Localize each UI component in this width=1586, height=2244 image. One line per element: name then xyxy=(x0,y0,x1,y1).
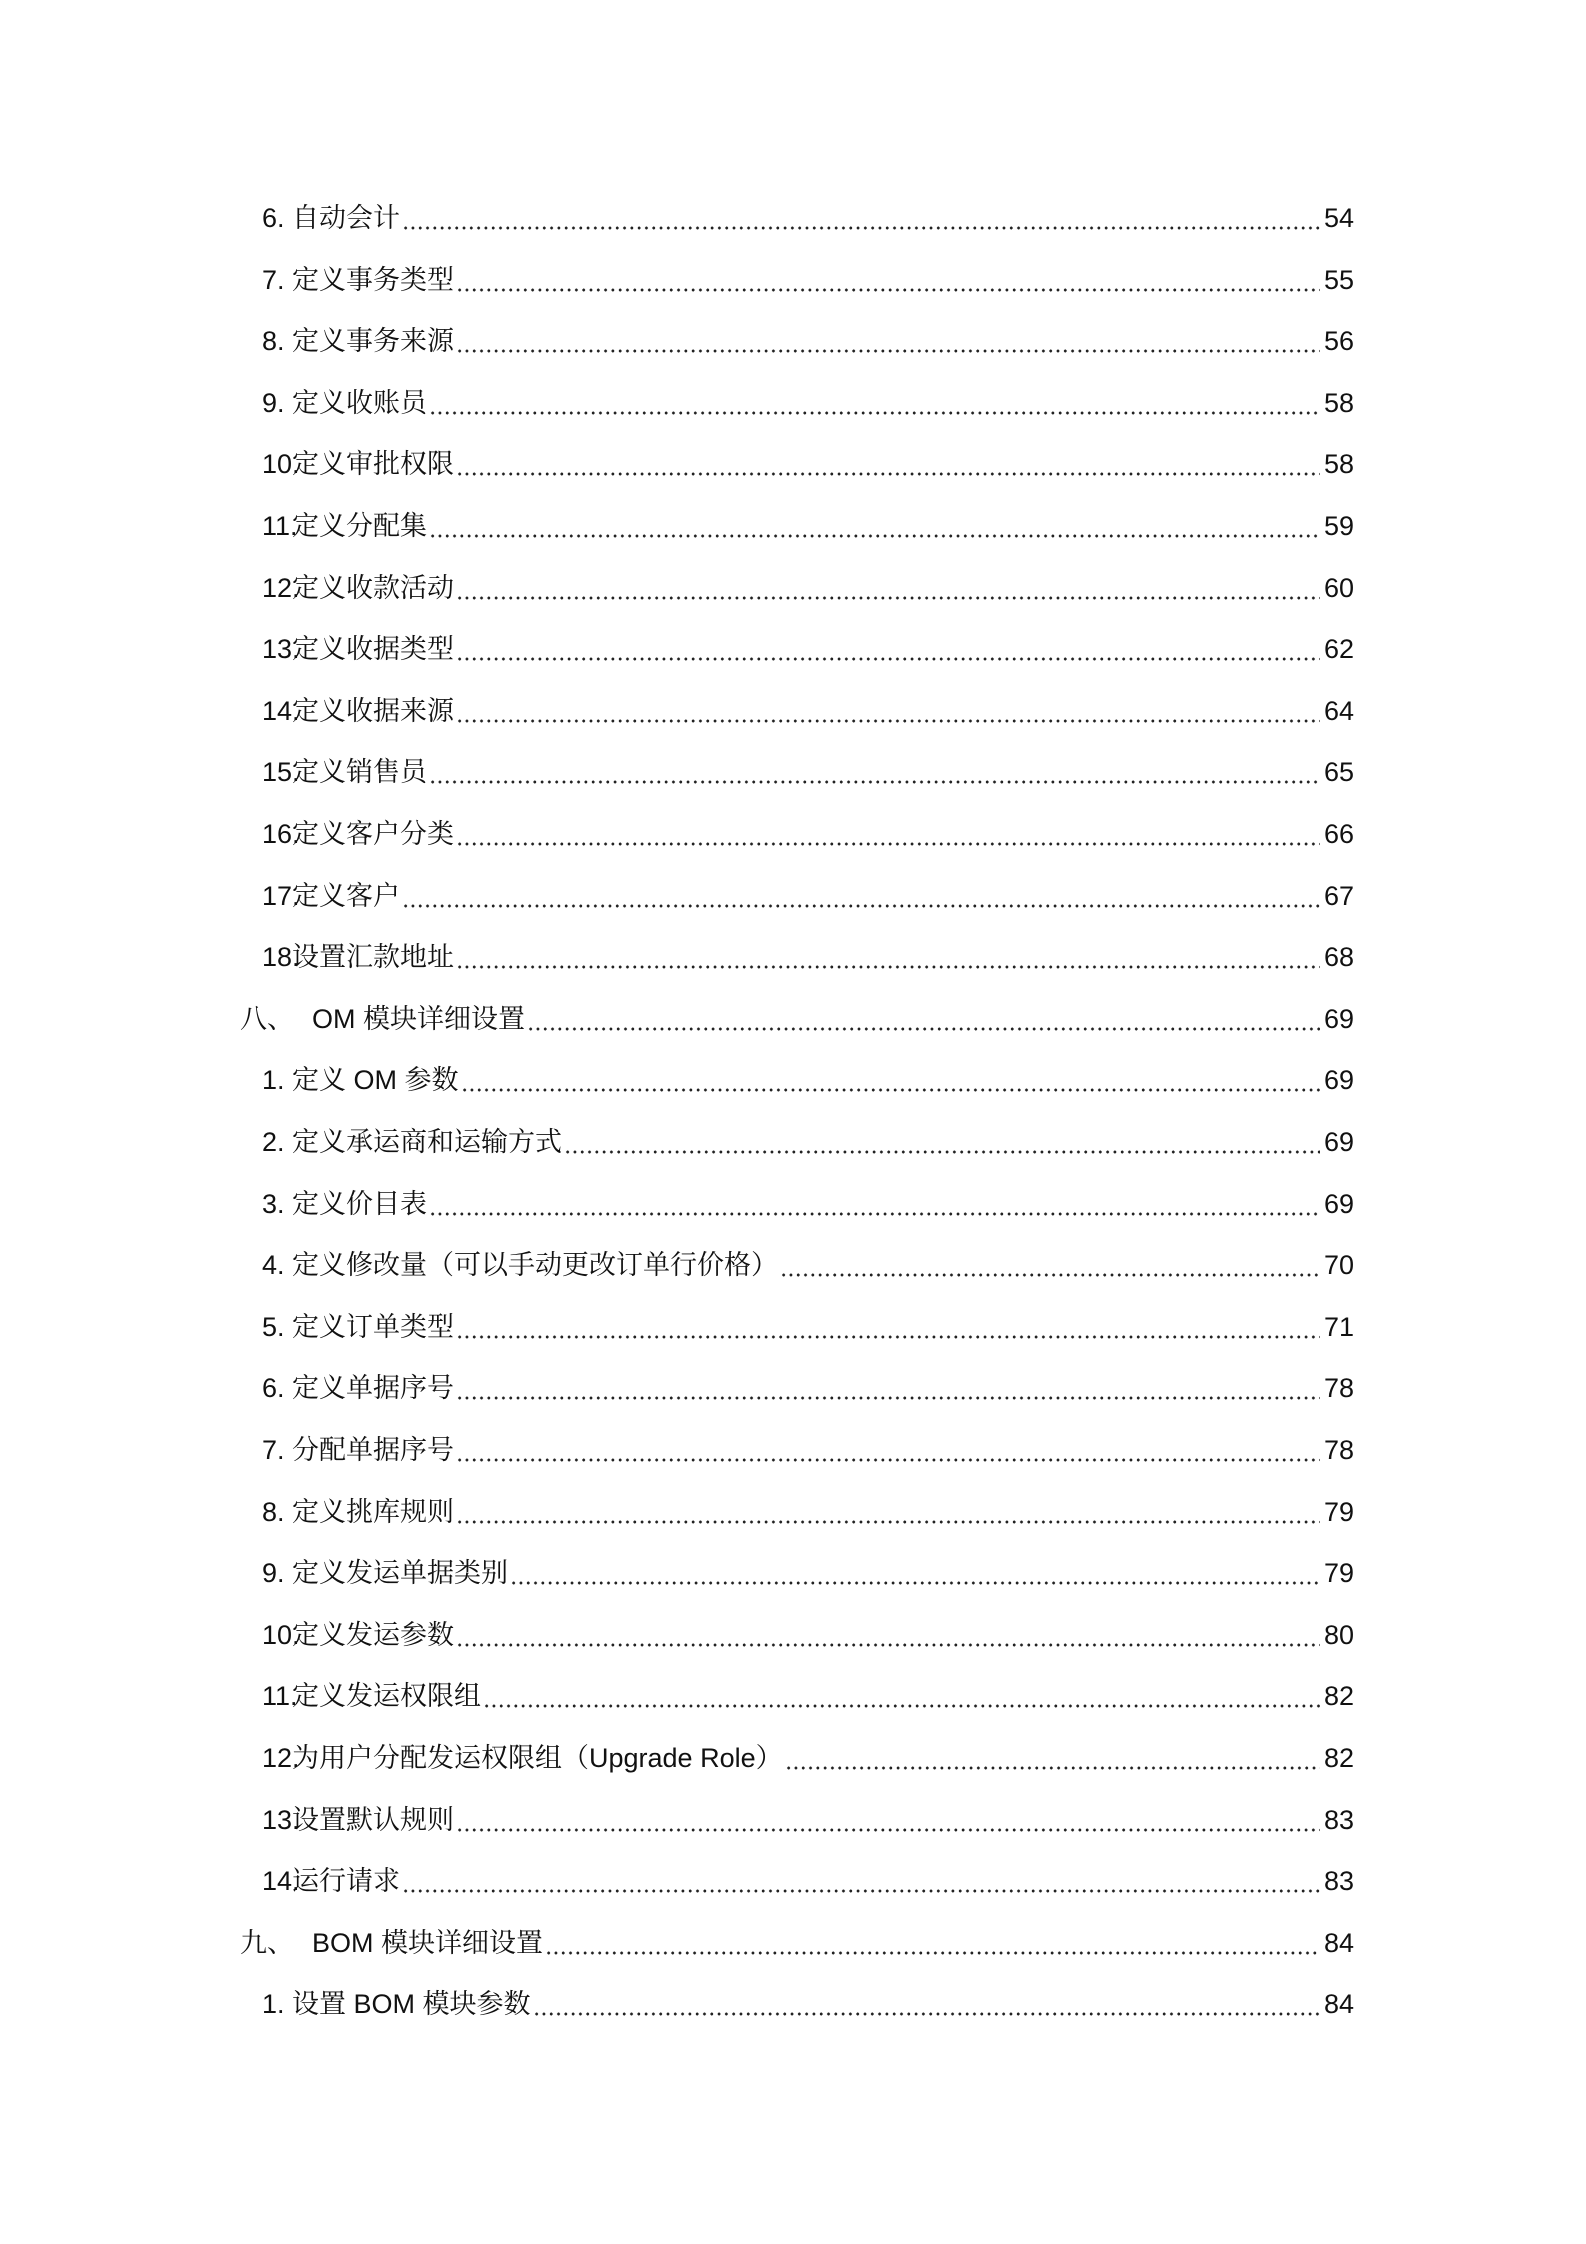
entry-page-number: 78 xyxy=(1323,1435,1354,1465)
entry-number: 12. xyxy=(262,1743,300,1773)
entry-number: 14. xyxy=(262,1866,300,1897)
toc-section-entry[interactable] xyxy=(0,1923,1586,1963)
toc-entry[interactable] xyxy=(0,1060,1586,1100)
entry-title: 运行请求 xyxy=(292,1866,400,1897)
entry-body xyxy=(292,691,1354,731)
entry-number: 16. xyxy=(262,819,300,849)
entry-title: 定义价目表 xyxy=(292,1188,427,1219)
entry-number: 9. xyxy=(262,387,285,418)
entry-number: 3. xyxy=(262,1188,285,1219)
entry-number: 7. xyxy=(262,264,285,295)
entry-body xyxy=(292,876,1354,916)
entry-page-number: 60 xyxy=(1323,572,1354,603)
entry-title: 定义发运参数 xyxy=(292,1619,454,1650)
dot-leader xyxy=(456,657,1320,661)
entry-number: 4. xyxy=(262,1250,285,1281)
entry-page-number: 82 xyxy=(1323,1743,1354,1773)
entry-title: 定义 OM 参数 xyxy=(292,1065,459,1096)
dot-leader xyxy=(402,904,1320,908)
entry-page-number: 78 xyxy=(1323,1373,1354,1404)
entry-number: 7. xyxy=(262,1435,285,1465)
entry-number: 11. xyxy=(262,511,298,541)
entry-title: 定义客户分类 xyxy=(292,819,454,849)
entry-title: 定义事务来源 xyxy=(292,326,454,357)
entry-page-number: 83 xyxy=(1323,1866,1354,1897)
toc-entry[interactable] xyxy=(0,1738,1586,1778)
entry-number: 10. xyxy=(262,1619,300,1650)
entry-body xyxy=(292,506,1354,546)
entry-page-number: 84 xyxy=(1323,1927,1354,1958)
dot-leader xyxy=(456,1396,1320,1400)
toc-entry[interactable] xyxy=(0,1861,1586,1901)
dot-leader xyxy=(429,534,1320,538)
entry-title: OM 模块详细设置 xyxy=(312,1003,525,1034)
entry-title: 定义收账员 xyxy=(292,387,427,418)
entry-body xyxy=(292,1984,1354,2024)
dot-leader xyxy=(461,1088,1320,1092)
entry-number: 12. xyxy=(262,572,300,603)
entry-page-number: 67 xyxy=(1323,880,1354,911)
entry-body xyxy=(292,1122,1354,1162)
dot-leader xyxy=(780,1273,1320,1277)
entry-title: 定义订单类型 xyxy=(292,1311,454,1342)
entry-page-number: 54 xyxy=(1323,203,1354,233)
entry-page-number: 69 xyxy=(1323,1188,1354,1219)
entry-title: 设置默认规则 xyxy=(292,1804,454,1835)
entry-body xyxy=(292,260,1354,300)
toc-entry[interactable] xyxy=(0,1676,1586,1716)
entry-number: 2. xyxy=(262,1127,285,1157)
entry-title: 定义事务类型 xyxy=(292,264,454,295)
entry-number: 5. xyxy=(262,1311,285,1342)
toc-entry[interactable] xyxy=(0,1122,1586,1162)
dot-leader xyxy=(527,1027,1320,1031)
entry-page-number: 70 xyxy=(1323,1250,1354,1281)
dot-leader xyxy=(456,596,1320,600)
toc-entry[interactable] xyxy=(0,1800,1586,1840)
entry-number: 10. xyxy=(262,449,300,480)
entry-body xyxy=(292,1738,1354,1778)
toc-entry[interactable] xyxy=(0,937,1586,977)
dot-leader xyxy=(456,349,1320,353)
entry-title: 定义发运单据类别 xyxy=(292,1558,508,1589)
entry-page-number: 59 xyxy=(1323,511,1354,541)
entry-title: 定义收款活动 xyxy=(292,572,454,603)
entry-page-number: 82 xyxy=(1323,1681,1354,1712)
entry-number: 13. xyxy=(262,1804,300,1835)
entry-body xyxy=(312,999,1354,1039)
dot-leader xyxy=(429,780,1320,784)
toc-entry[interactable] xyxy=(0,1430,1586,1470)
toc-entry[interactable] xyxy=(0,629,1586,669)
entry-title: 定义客户 xyxy=(292,880,400,911)
entry-body xyxy=(292,568,1354,608)
entry-body xyxy=(292,814,1354,854)
entry-title: BOM 模块详细设置 xyxy=(312,1927,544,1958)
entry-number: 1. xyxy=(262,1065,285,1096)
entry-page-number: 84 xyxy=(1323,1989,1354,2020)
dot-leader xyxy=(785,1766,1320,1770)
dot-leader xyxy=(456,472,1320,476)
entry-title: 分配单据序号 xyxy=(292,1435,454,1465)
entry-number: 6. xyxy=(262,1373,285,1404)
entry-number: 13. xyxy=(262,634,300,665)
entry-body xyxy=(292,1060,1354,1100)
entry-number: 6. xyxy=(262,203,285,233)
entry-page-number: 65 xyxy=(1323,757,1354,788)
entry-number: 8. xyxy=(262,326,285,357)
toc-entry[interactable] xyxy=(0,260,1586,300)
dot-leader xyxy=(456,1335,1320,1339)
dot-leader xyxy=(483,1704,1320,1708)
entry-number: 9. xyxy=(262,1558,285,1589)
entry-page-number: 80 xyxy=(1323,1619,1354,1650)
toc-entry[interactable] xyxy=(0,1245,1586,1285)
toc-entry[interactable] xyxy=(0,1553,1586,1593)
entry-page-number: 69 xyxy=(1323,1127,1354,1157)
entry-title: 定义销售员 xyxy=(292,757,427,788)
entry-title: 定义修改量（可以手动更改订单行价格） xyxy=(292,1250,778,1281)
dot-leader xyxy=(510,1581,1320,1585)
entry-body xyxy=(292,1800,1354,1840)
toc-entry[interactable] xyxy=(0,1368,1586,1408)
toc-entry[interactable] xyxy=(0,814,1586,854)
toc-entry[interactable] xyxy=(0,691,1586,731)
entry-number: 九、 xyxy=(240,1927,294,1958)
entry-page-number: 62 xyxy=(1323,634,1354,665)
dot-leader xyxy=(402,226,1320,230)
dot-leader xyxy=(456,842,1320,846)
toc-entry[interactable] xyxy=(0,568,1586,608)
entry-body xyxy=(312,1923,1354,1963)
entry-number: 八、 xyxy=(240,1003,294,1034)
entry-body xyxy=(292,1676,1354,1716)
dot-leader xyxy=(456,1828,1320,1832)
entry-number: 18. xyxy=(262,942,300,973)
entry-body xyxy=(292,1245,1354,1285)
entry-body xyxy=(292,629,1354,669)
entry-page-number: 69 xyxy=(1323,1065,1354,1096)
entry-page-number: 55 xyxy=(1323,264,1354,295)
entry-body xyxy=(292,1430,1354,1470)
toc-entry[interactable] xyxy=(0,198,1586,238)
dot-leader xyxy=(456,965,1320,969)
entry-page-number: 71 xyxy=(1323,1311,1354,1342)
entry-body xyxy=(292,1861,1354,1901)
entry-page-number: 58 xyxy=(1323,387,1354,418)
entry-body xyxy=(292,1368,1354,1408)
entry-body xyxy=(292,937,1354,977)
entry-number: 11. xyxy=(262,1681,298,1712)
entry-page-number: 83 xyxy=(1323,1804,1354,1835)
toc-entry[interactable] xyxy=(0,1984,1586,2024)
toc-entry[interactable] xyxy=(0,321,1586,361)
dot-leader xyxy=(456,719,1320,723)
entry-title: 为用户分配发运权限组（Upgrade Role） xyxy=(292,1743,783,1773)
entry-title: 设置 BOM 模块参数 xyxy=(292,1989,531,2020)
entry-body xyxy=(292,1553,1354,1593)
toc-entry[interactable] xyxy=(0,383,1586,423)
entry-body xyxy=(292,1307,1354,1347)
dot-leader xyxy=(456,288,1320,292)
dot-leader xyxy=(456,1520,1320,1524)
entry-body xyxy=(292,1184,1354,1224)
entry-title: 定义挑库规则 xyxy=(292,1496,454,1527)
entry-title: 定义单据序号 xyxy=(292,1373,454,1404)
toc-entry[interactable] xyxy=(0,752,1586,792)
entry-title: 设置汇款地址 xyxy=(292,942,454,973)
entry-title: 自动会计 xyxy=(292,203,400,233)
entry-page-number: 64 xyxy=(1323,695,1354,726)
entry-number: 8. xyxy=(262,1496,285,1527)
toc-entry[interactable] xyxy=(0,444,1586,484)
entry-title: 定义收据类型 xyxy=(292,634,454,665)
entry-page-number: 79 xyxy=(1323,1558,1354,1589)
dot-leader xyxy=(456,1458,1320,1462)
toc-entry[interactable] xyxy=(0,1184,1586,1224)
entry-body xyxy=(292,752,1354,792)
toc-entry[interactable] xyxy=(0,1615,1586,1655)
toc-entry[interactable] xyxy=(0,1492,1586,1532)
toc-entry[interactable] xyxy=(0,1307,1586,1347)
entry-page-number: 79 xyxy=(1323,1496,1354,1527)
entry-body xyxy=(292,383,1354,423)
entry-title: 定义收据来源 xyxy=(292,695,454,726)
entry-page-number: 66 xyxy=(1323,819,1354,849)
entry-body xyxy=(292,321,1354,361)
entry-body xyxy=(292,444,1354,484)
entry-number: 14. xyxy=(262,695,300,726)
entry-number: 1. xyxy=(262,1989,285,2020)
entry-body xyxy=(292,1492,1354,1532)
toc-entry[interactable] xyxy=(0,876,1586,916)
dot-leader xyxy=(456,1643,1320,1647)
dot-leader xyxy=(533,2012,1320,2016)
entry-title: 定义审批权限 xyxy=(292,449,454,480)
entry-body xyxy=(292,198,1354,238)
entry-page-number: 56 xyxy=(1323,326,1354,357)
entry-page-number: 68 xyxy=(1323,942,1354,973)
entry-body xyxy=(292,1615,1354,1655)
dot-leader xyxy=(545,1951,1320,1955)
toc-section-entry[interactable] xyxy=(0,999,1586,1039)
dot-leader xyxy=(429,1212,1320,1216)
entry-title: 定义发运权限组 xyxy=(292,1681,481,1712)
dot-leader xyxy=(429,411,1320,415)
entry-number: 17. xyxy=(262,880,300,911)
entry-number: 15. xyxy=(262,757,300,788)
entry-page-number: 69 xyxy=(1323,1003,1354,1034)
dot-leader xyxy=(564,1150,1320,1154)
entry-page-number: 58 xyxy=(1323,449,1354,480)
entry-title: 定义承运商和运输方式 xyxy=(292,1127,562,1157)
toc-entry[interactable] xyxy=(0,506,1586,546)
dot-leader xyxy=(402,1889,1320,1893)
entry-title: 定义分配集 xyxy=(292,511,427,541)
